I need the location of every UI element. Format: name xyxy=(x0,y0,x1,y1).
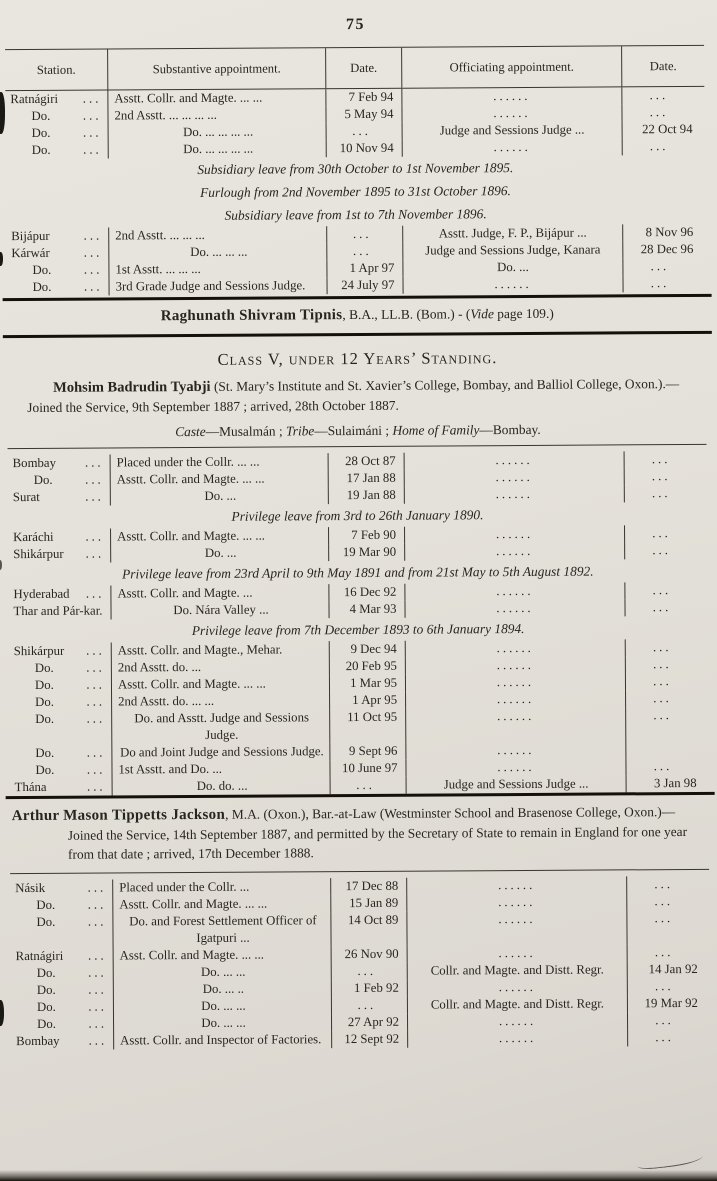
tribe-label: Tribe xyxy=(285,423,315,439)
officiating-cell: Asstt. Judge, F. P., Bijápur ... xyxy=(402,224,622,242)
station-cell xyxy=(11,965,113,983)
class-section-heading: Class V, under 12 Years’ Standing. xyxy=(217,348,498,369)
officiating-cell: ...... xyxy=(407,944,627,962)
station-cell xyxy=(9,745,111,763)
officiating-date-cell: ... xyxy=(625,639,708,657)
date-cell: ... xyxy=(326,243,402,260)
station-cell xyxy=(10,914,112,949)
appointment-cell: Do. ... ... ... ... xyxy=(108,140,326,158)
station-name: Do. xyxy=(31,108,51,123)
officiating-cell: Collr. and Magte. and Distt. Regr. xyxy=(407,995,627,1013)
appointment-cell: 2nd Asstt. do. ... ... xyxy=(111,692,329,710)
date-cell: 15 Jan 89 xyxy=(330,895,406,912)
officiating-date-cell: ... xyxy=(624,468,707,486)
officiating-date-cell: ... xyxy=(625,758,708,776)
officiating-date-cell: ... xyxy=(622,138,705,156)
officer-entry-jackson xyxy=(12,802,705,864)
date-cell: 10 June 97 xyxy=(329,760,405,777)
officiating-cell: ...... xyxy=(406,876,626,894)
leader-dots: ... xyxy=(88,965,107,980)
officiating-cell: ...... xyxy=(402,275,622,293)
officiating-cell: ...... xyxy=(405,707,625,742)
station-cell xyxy=(8,603,110,621)
appointment-cell: Placed under the Collr. ... xyxy=(112,878,330,896)
station-name: Bijápur xyxy=(11,228,50,244)
station-cell xyxy=(6,125,108,143)
leader-dots: ... xyxy=(83,279,103,294)
officiating-date-cell: ... xyxy=(624,485,707,503)
officiating-date-cell: ... xyxy=(624,451,707,469)
station-name: Do. xyxy=(32,262,52,277)
officiating-date-cell: ... xyxy=(624,542,707,560)
station-name: Do. xyxy=(37,1016,56,1031)
station-name: Do. xyxy=(34,677,54,692)
officiating-cell: ...... xyxy=(406,893,626,911)
appointment-cell: Do. ... ... xyxy=(113,963,331,981)
officiating-cell: ...... xyxy=(407,1012,627,1030)
officiating-cell: ...... xyxy=(405,758,625,776)
station-name: Do. xyxy=(35,762,55,777)
date-cell: 7 Feb 94 xyxy=(325,89,401,106)
station-name: Bombay xyxy=(12,455,57,471)
leave-note: Furlough from 2nd November 1895 to 31st October 1896. xyxy=(200,183,511,200)
appointment-cell: Do and Joint Judge and Sessions Judge. xyxy=(111,743,329,761)
station-cell xyxy=(6,262,108,280)
officiating-date-cell: 19 Mar 92 xyxy=(627,995,710,1013)
leader-dots: ... xyxy=(82,91,102,106)
station-name: Do. xyxy=(31,125,51,140)
officiating-cell: ...... xyxy=(405,741,625,759)
leader-dots: ... xyxy=(84,455,104,470)
leader-dots: ... xyxy=(87,914,107,929)
date-cell: 26 Nov 90 xyxy=(331,946,407,963)
date-cell: 7 Feb 90 xyxy=(328,527,404,544)
date-cell: 9 Sept 96 xyxy=(329,743,405,760)
station-name: Do. xyxy=(36,914,56,929)
station-cell xyxy=(8,529,110,547)
date-cell: 1 Apr 95 xyxy=(329,692,405,709)
service-record-table-2 xyxy=(8,444,709,796)
station-name: Do. xyxy=(36,965,56,980)
officer-name: Raghunath Shivram Tipnis xyxy=(160,307,343,325)
officer-entry-tyabji xyxy=(27,374,682,417)
officiating-date-cell: ... xyxy=(627,978,710,996)
appointment-cell: Do. ... ... ... xyxy=(108,243,326,261)
date-cell: 12 Sept 92 xyxy=(331,1031,407,1048)
appointment-cell: Do. ... ... xyxy=(113,1014,331,1032)
service-record-table-3 xyxy=(10,869,710,1050)
column-header-substantive-appointment: Substantive appointment. xyxy=(107,48,325,89)
station-cell xyxy=(9,660,111,678)
officiating-cell: Judge and Sessions Judge ... xyxy=(406,775,626,793)
officiating-cell: ...... xyxy=(402,138,622,156)
officiating-date-cell: ... xyxy=(622,258,705,276)
station-name: Shikárpur xyxy=(13,643,65,659)
pen-mark xyxy=(637,1151,704,1171)
officer-biography: (St. Mary’s Institute and St. Xavier’s College, Bombay, and Balliol College, Oxon.).—Joined the Service, 9th September 1887 ; arrived, 28th October 1887. xyxy=(27,376,680,416)
appointment-cell: 2nd Asstt. ... ... ... xyxy=(108,226,326,244)
table-header-row xyxy=(5,46,704,91)
officiating-cell: ...... xyxy=(401,87,621,105)
leave-note: Privilege leave from 7th December 1893 to 6th January 1894. xyxy=(191,620,525,639)
table-body xyxy=(5,87,705,296)
station-name: Thar and Pár-kar. xyxy=(13,603,103,619)
leader-dots: ... xyxy=(86,762,106,777)
officiating-cell: Judge and Sessions Judge, Kanara xyxy=(402,241,622,259)
officiating-cell: Judge and Sessions Judge ... xyxy=(402,121,622,139)
officiating-date-cell: ... xyxy=(624,599,707,617)
officiating-cell: ...... xyxy=(401,104,621,122)
station-name: Do. xyxy=(36,982,56,997)
officiating-cell: ...... xyxy=(404,599,624,617)
table-row xyxy=(10,910,709,948)
date-cell: ... xyxy=(331,997,407,1014)
officiating-cell: Do. ... xyxy=(402,258,622,276)
officer-entry-tipnis xyxy=(0,297,716,335)
officiating-date-cell: ... xyxy=(622,275,705,293)
officiating-date-cell: 22 Oct 94 xyxy=(622,121,705,139)
station-cell xyxy=(9,643,111,661)
station-cell xyxy=(9,711,111,746)
station-name: Do. xyxy=(35,745,55,760)
station-cell xyxy=(10,779,112,797)
officiating-date-cell: ... xyxy=(626,893,709,911)
date-cell: 27 Apr 92 xyxy=(331,1014,407,1031)
appointment-cell: Asst. Collr. and Magte. ... ... xyxy=(113,946,331,964)
station-cell xyxy=(6,228,108,246)
appointment-cell: Do. ... .. xyxy=(113,980,331,998)
date-cell: 19 Mar 90 xyxy=(328,544,404,561)
appointment-cell: 2nd Asstt. do. ... xyxy=(111,658,329,676)
appointment-cell: Do. ... ... xyxy=(113,997,331,1015)
date-cell: 19 Jan 88 xyxy=(328,487,404,504)
station-cell xyxy=(8,546,110,564)
station-cell xyxy=(11,1033,113,1051)
officiating-cell: ...... xyxy=(404,582,624,600)
appointment-cell: Asstt. Collr. and Magte. ... xyxy=(110,584,328,602)
station-name: Ratnágiri xyxy=(10,91,59,107)
leader-dots: ... xyxy=(86,745,106,760)
station-name: Shikárpur xyxy=(13,546,64,562)
appointment-cell: Do. ... xyxy=(110,487,328,505)
date-cell: 4 Mar 93 xyxy=(328,601,404,618)
leader-dots: ... xyxy=(86,677,106,692)
date-cell: 20 Feb 95 xyxy=(329,658,405,675)
date-cell: ... xyxy=(326,226,402,243)
leader-dots: ... xyxy=(87,880,107,895)
date-cell: 1 Apr 97 xyxy=(326,260,402,277)
station-name: Do. xyxy=(36,897,56,912)
officiating-cell: ...... xyxy=(407,978,627,996)
appointment-cell: Asstt. Collr. and Inspector of Factories. xyxy=(113,1031,331,1049)
station-cell xyxy=(11,1016,113,1034)
station-cell xyxy=(6,142,108,160)
caste-label: Caste xyxy=(175,423,206,440)
officiating-cell: ...... xyxy=(404,525,624,543)
leader-dots: ... xyxy=(88,1033,108,1048)
appointment-cell: Do. do. ... xyxy=(112,777,330,795)
leader-dots: ... xyxy=(86,779,106,794)
service-record-table-1 xyxy=(5,45,705,296)
station-cell xyxy=(8,489,110,507)
leader-dots: ... xyxy=(83,262,103,277)
officiating-date-cell: 14 Jan 92 xyxy=(627,961,710,979)
date-cell: 5 May 94 xyxy=(325,106,401,123)
station-name: Do. xyxy=(35,711,55,726)
station-name: Násik xyxy=(15,880,46,896)
appointment-cell: Asstt. Collr. and Magte. ... ... xyxy=(107,89,325,107)
officiating-date-cell xyxy=(625,741,708,759)
date-cell: 17 Dec 88 xyxy=(330,878,406,895)
appointment-cell: Do. and Forest Settlement Officer of Igatpuri ... xyxy=(112,912,330,947)
appointment-cell: Do. Nára Valley ... xyxy=(110,601,328,619)
station-cell xyxy=(6,245,108,263)
table-body xyxy=(8,445,709,796)
station-cell xyxy=(10,880,112,898)
leader-dots: ... xyxy=(82,125,102,140)
station-name: Bombay xyxy=(16,1033,60,1049)
date-cell: 16 Dec 92 xyxy=(328,584,404,601)
column-header-date-2: Date. xyxy=(621,46,704,87)
appointment-cell: Placed under the Collr. ... ... xyxy=(110,453,328,471)
date-cell: ... xyxy=(330,777,406,794)
officiating-date-cell: ... xyxy=(621,104,704,122)
leader-dots: ... xyxy=(85,529,105,544)
table-body xyxy=(10,870,710,1050)
officiating-date-cell: ... xyxy=(625,690,708,708)
leave-note: Privilege leave from 3rd to 26th January 1890. xyxy=(231,507,484,524)
date-cell: 17 Jan 88 xyxy=(328,470,404,487)
appointment-cell: Asstt. Collr. and Magte. ... ... xyxy=(112,895,330,913)
date-cell: 1 Mar 95 xyxy=(329,675,405,692)
caste-line xyxy=(0,421,716,441)
officiating-date-cell: ... xyxy=(626,876,709,894)
station-name: Do. xyxy=(35,694,54,709)
leave-note: Subsidiary leave from 1st to 7th November 1896. xyxy=(224,206,487,223)
station-cell xyxy=(8,472,110,490)
station-cell xyxy=(9,677,111,695)
leader-dots: ... xyxy=(86,711,106,726)
appointment-cell: 1st Asstt. and Do. ... xyxy=(111,760,329,778)
page-number: 75 xyxy=(345,15,366,34)
station-cell xyxy=(5,108,107,126)
leader-dots: ... xyxy=(85,586,105,601)
officiating-date-cell: ... xyxy=(625,707,708,742)
appointment-cell: Asstt. Collr. and Magte., Mehar. xyxy=(111,641,329,659)
table-row xyxy=(6,275,705,296)
date-cell: 24 July 97 xyxy=(326,277,402,294)
appointment-cell: Asstt. Collr. and Magte. ... ... xyxy=(110,527,328,545)
officiating-date-cell: 28 Dec 96 xyxy=(622,241,705,259)
station-name: Ratnágiri xyxy=(15,948,64,964)
vide-reference: Vide xyxy=(470,306,494,322)
officiating-cell: ...... xyxy=(404,468,624,486)
station-cell xyxy=(9,762,111,780)
date-cell: 9 Dec 94 xyxy=(329,641,405,658)
tribe-value: —Sulaimáni ; xyxy=(314,422,393,439)
station-name: Hyderabad xyxy=(13,586,70,602)
officiating-date-cell: ... xyxy=(624,582,707,600)
leader-dots: ... xyxy=(82,108,102,123)
leave-note: Privilege leave from 23rd April to 9th May 1891 and from 21st May to 5th August 1892. xyxy=(122,563,594,582)
station-name: Do. xyxy=(34,660,54,675)
home-of-family-value: —Bombay. xyxy=(479,421,541,438)
station-cell xyxy=(8,455,110,473)
column-header-officiating-appointment: Officiating appointment. xyxy=(401,46,621,87)
date-cell: 10 Nov 94 xyxy=(326,140,402,157)
table-row xyxy=(9,707,708,745)
appointment-cell: 1st Asstt. ... ... ... xyxy=(108,260,326,278)
station-cell xyxy=(11,948,113,966)
officiating-date-cell: ... xyxy=(625,673,708,691)
date-cell: 1 Feb 92 xyxy=(331,980,407,997)
appointment-cell: Asstt. Collr. and Magte. ... ... xyxy=(111,675,329,693)
date-cell: ... xyxy=(326,123,402,140)
date-cell: ... xyxy=(331,963,407,980)
officiating-date-cell: 8 Nov 96 xyxy=(622,224,705,242)
officiating-cell: ...... xyxy=(407,1029,627,1047)
leader-dots: ... xyxy=(83,228,103,243)
caste-value: —Musalmán ; xyxy=(205,423,287,439)
date-cell: 11 Oct 95 xyxy=(329,709,405,743)
leader-dots: ... xyxy=(85,472,104,487)
column-header-date: Date. xyxy=(325,48,401,88)
leader-dots: ... xyxy=(86,660,105,675)
station-name: Do. xyxy=(33,472,53,487)
station-name: Surat xyxy=(12,489,40,505)
officiating-cell: ...... xyxy=(404,485,624,503)
date-cell: 14 Oct 89 xyxy=(330,912,406,946)
officiating-cell: ...... xyxy=(404,542,624,560)
appointment-cell: Do. ... xyxy=(110,544,328,562)
appointment-cell: Do. ... ... ... ... xyxy=(108,123,326,141)
station-name: Kárwár xyxy=(11,245,50,261)
officiating-date-cell: ... xyxy=(627,1012,710,1030)
station-name: Do. xyxy=(36,999,56,1014)
officiating-date-cell: ... xyxy=(627,1029,710,1047)
station-cell xyxy=(6,279,108,297)
station-cell xyxy=(5,91,107,109)
station-name: Karáchi xyxy=(13,529,54,545)
officiating-date-cell: ... xyxy=(621,87,704,105)
appointment-cell: Do. and Asstt. Judge and Sessions Judge. xyxy=(111,709,329,744)
leave-note: Subsidiary leave from 30th October to 1st November 1895. xyxy=(197,160,514,177)
officiating-cell: ...... xyxy=(405,656,625,674)
vide-page-reference: page 109.) xyxy=(493,305,554,322)
leader-dots: ... xyxy=(85,546,105,561)
station-name: Thána xyxy=(14,779,47,795)
officer-name: Mohsim Badrudin Tyabji xyxy=(53,378,211,396)
date-cell: 28 Oct 87 xyxy=(328,453,404,470)
station-cell xyxy=(10,897,112,915)
officer-degrees: , B.A., LL.B. (Bom.) - ( xyxy=(342,306,471,323)
leader-dots: ... xyxy=(83,142,102,157)
station-cell xyxy=(11,982,113,1000)
bottom-edge-shadow xyxy=(0,1170,717,1181)
leader-dots: ... xyxy=(88,999,107,1014)
station-cell xyxy=(9,694,111,712)
officiating-cell: ...... xyxy=(405,639,625,657)
leader-dots: ... xyxy=(88,1016,108,1031)
officiating-cell: ...... xyxy=(404,451,624,469)
officer-biography: , M.A. (Oxon.), Bar.-at-Law (Westminster School and Brasenose College, Oxon.)—Joined the Service, 14th September 1887, and permitted by the Secretary of State to remain in England for one year from that date ; arrived, 17th December 1888. xyxy=(67,804,688,862)
officiating-cell: ...... xyxy=(405,690,625,708)
station-name: Do. xyxy=(31,142,51,157)
appointment-cell: Asstt. Collr. and Magte. ... ... xyxy=(110,470,328,488)
officiating-date-cell: 3 Jan 98 xyxy=(626,775,709,793)
officiating-date-cell: ... xyxy=(626,910,709,945)
officiating-cell: ...... xyxy=(405,673,625,691)
station-cell xyxy=(11,999,113,1017)
table-row xyxy=(11,1029,710,1050)
officiating-date-cell: ... xyxy=(624,525,707,543)
station-name: Do. xyxy=(32,279,52,294)
leader-dots: ... xyxy=(88,982,107,997)
officiating-cell: Collr. and Magte. and Distt. Regr. xyxy=(407,961,627,979)
home-of-family-label: Home of Family xyxy=(392,422,480,438)
officiating-date-cell: ... xyxy=(627,944,710,962)
appointment-cell: 3rd Grade Judge and Sessions Judge. xyxy=(108,277,326,295)
leader-dots: ... xyxy=(86,643,105,658)
officer-name: Arthur Mason Tippetts Jackson xyxy=(11,806,226,825)
leader-dots: ... xyxy=(87,948,107,963)
leader-dots: ... xyxy=(87,897,107,912)
officiating-date-cell: ... xyxy=(625,656,708,674)
appointment-cell: 2nd Asstt. ... ... ... ... xyxy=(107,106,325,124)
leader-dots: ... xyxy=(85,489,104,504)
officiating-cell: ...... xyxy=(406,910,626,945)
station-cell xyxy=(8,586,110,604)
leader-dots: ... xyxy=(86,694,106,709)
column-header-station: Station. xyxy=(36,62,76,77)
leader-dots: ... xyxy=(83,245,103,260)
